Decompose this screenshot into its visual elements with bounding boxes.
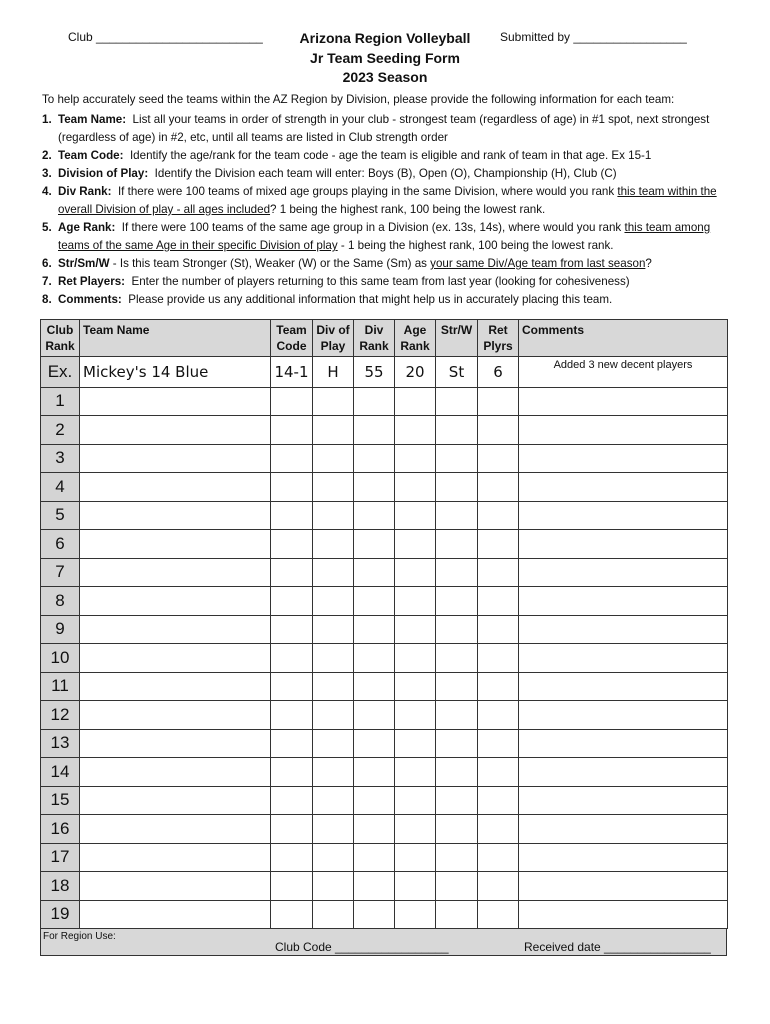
- str-w-cell[interactable]: [436, 701, 478, 730]
- div-rank-cell[interactable]: [354, 701, 395, 730]
- ret-plyrs-cell[interactable]: [478, 558, 519, 587]
- div-rank-cell[interactable]: [354, 672, 395, 701]
- str-w-cell[interactable]: [436, 644, 478, 673]
- div-of-play-cell[interactable]: [313, 387, 354, 416]
- table-row: [41, 815, 728, 844]
- comments-cell[interactable]: [519, 473, 728, 502]
- team-name-cell[interactable]: [80, 758, 271, 787]
- ret-plyrs-cell[interactable]: [478, 672, 519, 701]
- instruction-item: 5. Age Rank: If there were 100 teams of the same age group in a Division (ex. 13s, 14s), where would you rank this team among teams of the same Age in their specific Division of play - 1 being the highest rank, 100 being the lowest rank.: [42, 221, 711, 252]
- row-rank: 17: [41, 843, 80, 872]
- div-of-play-cell[interactable]: [313, 587, 354, 616]
- age-rank-cell[interactable]: [395, 815, 436, 844]
- div-rank-cell[interactable]: [354, 587, 395, 616]
- ret-plyrs-cell[interactable]: [478, 444, 519, 473]
- str-w-cell[interactable]: [436, 387, 478, 416]
- str-w-cell[interactable]: [436, 615, 478, 644]
- example-age-rank: 20: [395, 357, 436, 388]
- comments-cell[interactable]: [519, 672, 728, 701]
- ret-plyrs-cell[interactable]: [478, 900, 519, 929]
- team-name-cell[interactable]: [80, 900, 271, 929]
- age-rank-cell[interactable]: [395, 786, 436, 815]
- example-row: [41, 357, 728, 388]
- str-w-cell[interactable]: [436, 672, 478, 701]
- div-rank-cell[interactable]: [354, 501, 395, 530]
- region-use-label: For Region Use:: [43, 931, 116, 942]
- comments-cell[interactable]: [519, 815, 728, 844]
- table-row: [41, 701, 728, 730]
- table-row: [41, 473, 728, 502]
- div-rank-cell[interactable]: [354, 872, 395, 901]
- col-div-rank: Div Rank: [354, 320, 395, 357]
- team-code-cell[interactable]: [271, 444, 313, 473]
- comments-cell[interactable]: [519, 416, 728, 445]
- div-rank-cell[interactable]: [354, 387, 395, 416]
- form-title: Arizona Region Volleyball: [299, 30, 471, 46]
- row-rank: 18: [41, 872, 80, 901]
- table-header-row: [41, 320, 728, 357]
- div-rank-cell[interactable]: [354, 815, 395, 844]
- div-rank-cell[interactable]: [354, 416, 395, 445]
- form-subtitle: Jr Team Seeding Form: [310, 50, 460, 66]
- str-w-cell[interactable]: [436, 786, 478, 815]
- team-name-cell[interactable]: [80, 444, 271, 473]
- age-rank-cell[interactable]: [395, 473, 436, 502]
- str-w-cell[interactable]: [436, 501, 478, 530]
- col-div-of-play: Div of Play: [313, 320, 354, 357]
- team-code-cell[interactable]: [271, 672, 313, 701]
- age-rank-cell[interactable]: [395, 444, 436, 473]
- div-of-play-cell[interactable]: [313, 815, 354, 844]
- col-team-code: Team Code: [271, 320, 313, 357]
- row-rank: 15: [41, 786, 80, 815]
- comments-cell[interactable]: [519, 729, 728, 758]
- team-code-cell[interactable]: [271, 501, 313, 530]
- table-row: [41, 786, 728, 815]
- ret-plyrs-cell[interactable]: [478, 530, 519, 559]
- example-rank: Ex.: [41, 357, 80, 388]
- team-name-cell[interactable]: [80, 786, 271, 815]
- table-row: [41, 530, 728, 559]
- team-name-cell[interactable]: [80, 843, 271, 872]
- team-code-cell[interactable]: [271, 729, 313, 758]
- ret-plyrs-cell[interactable]: [478, 501, 519, 530]
- team-name-cell[interactable]: [80, 644, 271, 673]
- div-of-play-cell[interactable]: [313, 473, 354, 502]
- div-rank-cell[interactable]: [354, 444, 395, 473]
- instructions-list: [42, 111, 732, 309]
- age-rank-cell[interactable]: [395, 501, 436, 530]
- ret-plyrs-cell[interactable]: [478, 644, 519, 673]
- div-of-play-cell[interactable]: [313, 786, 354, 815]
- age-rank-cell[interactable]: [395, 530, 436, 559]
- div-of-play-cell[interactable]: [313, 644, 354, 673]
- div-rank-cell[interactable]: [354, 900, 395, 929]
- comments-cell[interactable]: [519, 501, 728, 530]
- table-row: [41, 558, 728, 587]
- team-name-cell[interactable]: [80, 530, 271, 559]
- div-of-play-cell[interactable]: [313, 758, 354, 787]
- team-name-cell[interactable]: [80, 701, 271, 730]
- team-name-cell[interactable]: [80, 587, 271, 616]
- row-rank: 5: [41, 501, 80, 530]
- div-rank-cell[interactable]: [354, 615, 395, 644]
- div-of-play-cell[interactable]: [313, 558, 354, 587]
- team-name-cell[interactable]: [80, 672, 271, 701]
- team-name-cell[interactable]: [80, 473, 271, 502]
- team-name-cell[interactable]: [80, 615, 271, 644]
- team-code-cell[interactable]: [271, 615, 313, 644]
- table-row: [41, 672, 728, 701]
- age-rank-cell[interactable]: [395, 729, 436, 758]
- comments-cell[interactable]: [519, 843, 728, 872]
- div-of-play-cell[interactable]: [313, 672, 354, 701]
- comments-cell[interactable]: [519, 644, 728, 673]
- ret-plyrs-cell[interactable]: [478, 587, 519, 616]
- age-rank-cell[interactable]: [395, 758, 436, 787]
- age-rank-cell[interactable]: [395, 843, 436, 872]
- col-club-rank: Club Rank: [41, 320, 80, 357]
- example-str-w: St: [436, 357, 478, 388]
- str-w-cell[interactable]: [436, 872, 478, 901]
- row-rank: 2: [41, 416, 80, 445]
- ret-plyrs-cell[interactable]: [478, 615, 519, 644]
- col-str-w: Str/W: [436, 320, 478, 357]
- team-code-cell[interactable]: [271, 644, 313, 673]
- age-rank-cell[interactable]: [395, 416, 436, 445]
- comments-cell[interactable]: [519, 758, 728, 787]
- example-team-name: Mickey's 14 Blue: [80, 357, 271, 388]
- instruction-item: 3. Division of Play: Identify the Division each team will enter: Boys (B), Open (O), Championship (H), Club (C): [42, 167, 617, 180]
- row-rank: 1: [41, 387, 80, 416]
- div-rank-cell[interactable]: [354, 530, 395, 559]
- ret-plyrs-cell[interactable]: [478, 473, 519, 502]
- form-season: 2023 Season: [342, 69, 428, 85]
- comments-cell[interactable]: [519, 530, 728, 559]
- team-name-cell[interactable]: [80, 558, 271, 587]
- example-comments: Added 3 new decent players: [519, 357, 728, 388]
- instruction-item: 7. Ret Players: Enter the number of players returning to this same team from last year (looking for cohesiveness): [42, 275, 630, 288]
- table-row: [41, 444, 728, 473]
- example-ret-plyrs: 6: [478, 357, 519, 388]
- div-of-play-cell[interactable]: [313, 530, 354, 559]
- table-row: [41, 729, 728, 758]
- str-w-cell[interactable]: [436, 587, 478, 616]
- team-code-cell[interactable]: [271, 900, 313, 929]
- row-rank: 9: [41, 615, 80, 644]
- div-rank-cell[interactable]: [354, 786, 395, 815]
- div-of-play-cell[interactable]: [313, 615, 354, 644]
- table-row: [41, 843, 728, 872]
- table-row: [41, 900, 728, 929]
- div-rank-cell[interactable]: [354, 558, 395, 587]
- row-rank: 8: [41, 587, 80, 616]
- example-div-of-play: H: [313, 357, 354, 388]
- table-row: [41, 615, 728, 644]
- instruction-item: 4. Div Rank: If there were 100 teams of mixed age groups playing in the same Division, where would you rank this team within the overall Division of play - all ages included? 1 being the highest rank, 100 being the lowest rank.: [42, 185, 717, 216]
- div-rank-cell[interactable]: [354, 473, 395, 502]
- col-team-name: Team Name: [80, 320, 271, 357]
- team-code-cell[interactable]: [271, 758, 313, 787]
- str-w-cell[interactable]: [436, 758, 478, 787]
- age-rank-cell[interactable]: [395, 387, 436, 416]
- instruction-item: 6. Str/Sm/W - Is this team Stronger (St), Weaker (W) or the Same (Sm) as your same Div/Age team from last season?: [42, 257, 652, 270]
- comments-cell[interactable]: [519, 786, 728, 815]
- team-code-cell[interactable]: [271, 416, 313, 445]
- comments-cell[interactable]: [519, 701, 728, 730]
- row-rank: 11: [41, 672, 80, 701]
- team-name-cell[interactable]: [80, 815, 271, 844]
- table-row: [41, 758, 728, 787]
- seeding-table: [40, 319, 728, 929]
- team-code-cell[interactable]: [271, 843, 313, 872]
- age-rank-cell[interactable]: [395, 615, 436, 644]
- str-w-cell[interactable]: [436, 530, 478, 559]
- div-of-play-cell[interactable]: [313, 729, 354, 758]
- str-w-cell[interactable]: [436, 729, 478, 758]
- team-name-cell[interactable]: [80, 872, 271, 901]
- submitted-by-field[interactable]: Submitted by _________________: [500, 30, 687, 44]
- row-rank: 14: [41, 758, 80, 787]
- row-rank: 3: [41, 444, 80, 473]
- team-name-cell[interactable]: [80, 729, 271, 758]
- div-of-play-cell[interactable]: [313, 501, 354, 530]
- ret-plyrs-cell[interactable]: [478, 387, 519, 416]
- div-rank-cell[interactable]: [354, 729, 395, 758]
- ret-plyrs-cell[interactable]: [478, 729, 519, 758]
- comments-cell[interactable]: [519, 387, 728, 416]
- str-w-cell[interactable]: [436, 444, 478, 473]
- example-team-code: 14-1: [271, 357, 313, 388]
- team-code-cell[interactable]: [271, 558, 313, 587]
- comments-cell[interactable]: [519, 444, 728, 473]
- col-age-rank: Age Rank: [395, 320, 436, 357]
- div-of-play-cell[interactable]: [313, 701, 354, 730]
- div-rank-cell[interactable]: [354, 843, 395, 872]
- age-rank-cell[interactable]: [395, 701, 436, 730]
- team-name-cell[interactable]: [80, 416, 271, 445]
- ret-plyrs-cell[interactable]: [478, 843, 519, 872]
- table-row: [41, 872, 728, 901]
- div-of-play-cell[interactable]: [313, 843, 354, 872]
- div-of-play-cell[interactable]: [313, 416, 354, 445]
- row-rank: 4: [41, 473, 80, 502]
- str-w-cell[interactable]: [436, 843, 478, 872]
- div-rank-cell[interactable]: [354, 758, 395, 787]
- team-code-cell[interactable]: [271, 701, 313, 730]
- team-name-cell[interactable]: [80, 501, 271, 530]
- team-code-cell[interactable]: [271, 473, 313, 502]
- str-w-cell[interactable]: [436, 416, 478, 445]
- table-row: [41, 587, 728, 616]
- ret-plyrs-cell[interactable]: [478, 758, 519, 787]
- col-ret-plyrs: Ret Plyrs: [478, 320, 519, 357]
- age-rank-cell[interactable]: [395, 872, 436, 901]
- comments-cell[interactable]: [519, 872, 728, 901]
- example-div-rank: 55: [354, 357, 395, 388]
- team-code-cell[interactable]: [271, 530, 313, 559]
- row-rank: 10: [41, 644, 80, 673]
- instruction-item: 8. Comments: Please provide us any additional information that might help us in accurately placing this team.: [42, 293, 613, 306]
- club-field[interactable]: Club _________________________: [68, 30, 263, 44]
- age-rank-cell[interactable]: [395, 644, 436, 673]
- str-w-cell[interactable]: [436, 815, 478, 844]
- team-code-cell[interactable]: [271, 872, 313, 901]
- age-rank-cell[interactable]: [395, 900, 436, 929]
- str-w-cell[interactable]: [436, 900, 478, 929]
- row-rank: 19: [41, 900, 80, 929]
- ret-plyrs-cell[interactable]: [478, 416, 519, 445]
- team-code-cell[interactable]: [271, 387, 313, 416]
- row-rank: 16: [41, 815, 80, 844]
- div-rank-cell[interactable]: [354, 644, 395, 673]
- row-rank: 7: [41, 558, 80, 587]
- instruction-item: 1. Team Name: List all your teams in order of strength in your club - strongest team (regardless of age) in #1 spot, next strongest (regardless of age) in #2, etc, until all teams are listed in Club strength order: [42, 113, 710, 144]
- comments-cell[interactable]: [519, 900, 728, 929]
- ret-plyrs-cell[interactable]: [478, 701, 519, 730]
- table-row: [41, 644, 728, 673]
- row-rank: 13: [41, 729, 80, 758]
- table-row: [41, 387, 728, 416]
- row-rank: 12: [41, 701, 80, 730]
- received-date-field[interactable]: Received date ________________: [524, 940, 711, 954]
- team-code-cell[interactable]: [271, 786, 313, 815]
- ret-plyrs-cell[interactable]: [478, 786, 519, 815]
- str-w-cell[interactable]: [436, 558, 478, 587]
- col-comments: Comments: [519, 320, 728, 357]
- age-rank-cell[interactable]: [395, 672, 436, 701]
- div-of-play-cell[interactable]: [313, 872, 354, 901]
- intro-text: To help accurately seed the teams within the AZ Region by Division, please provide the following information for each team:: [42, 93, 675, 106]
- div-of-play-cell[interactable]: [313, 444, 354, 473]
- comments-cell[interactable]: [519, 615, 728, 644]
- team-name-cell[interactable]: [80, 387, 271, 416]
- table-row: [41, 416, 728, 445]
- ret-plyrs-cell[interactable]: [478, 872, 519, 901]
- ret-plyrs-cell[interactable]: [478, 815, 519, 844]
- instruction-item: 2. Team Code: Identify the age/rank for the team code - age the team is eligible and rank of team in that age. Ex 15-1: [42, 149, 652, 162]
- team-code-cell[interactable]: [271, 587, 313, 616]
- team-code-cell[interactable]: [271, 815, 313, 844]
- club-code-field[interactable]: Club Code _________________: [275, 940, 449, 954]
- table-row: [41, 501, 728, 530]
- comments-cell[interactable]: [519, 587, 728, 616]
- age-rank-cell[interactable]: [395, 558, 436, 587]
- comments-cell[interactable]: [519, 558, 728, 587]
- age-rank-cell[interactable]: [395, 587, 436, 616]
- region-use-footer: [40, 928, 727, 956]
- div-of-play-cell[interactable]: [313, 900, 354, 929]
- row-rank: 6: [41, 530, 80, 559]
- str-w-cell[interactable]: [436, 473, 478, 502]
